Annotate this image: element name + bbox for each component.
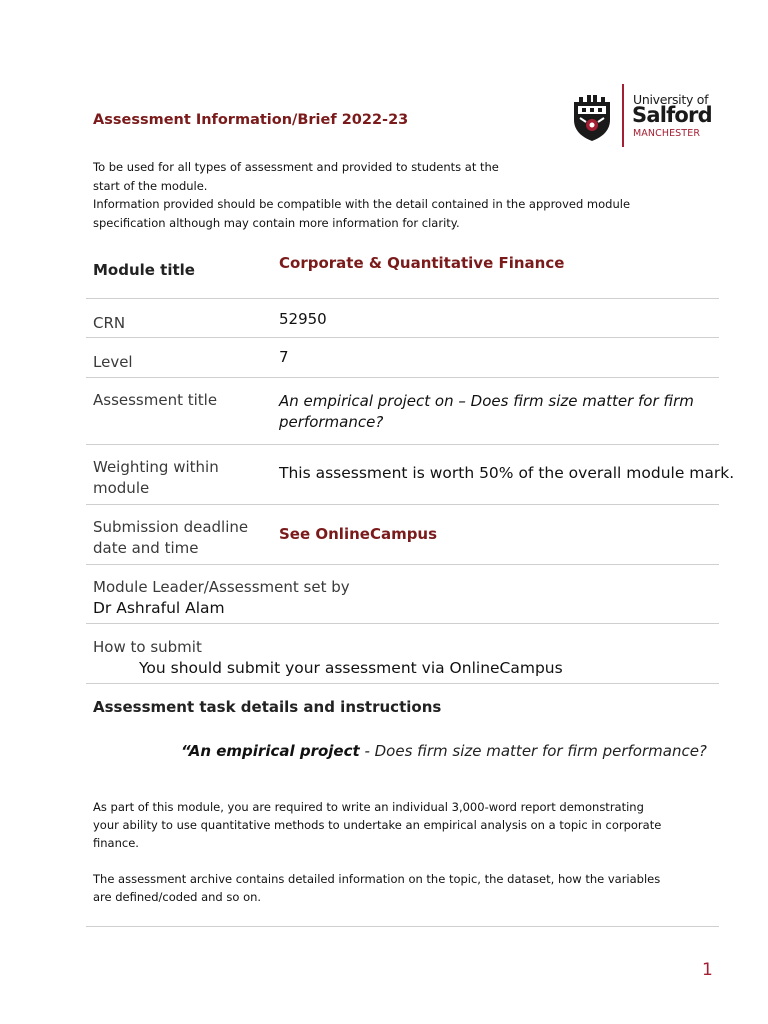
logo-university-of: University of — [633, 92, 709, 107]
module-title-value: Corporate & Quantitative Finance — [279, 254, 565, 272]
module-leader-label: Module Leader/Assessment set by — [93, 578, 350, 596]
logo-salford: Salford — [632, 103, 712, 127]
paragraph-line: finance. — [93, 836, 139, 850]
level-label: Level — [93, 353, 133, 371]
deadline-label — [93, 517, 248, 559]
paragraph-line: The assessment archive contains detailed information on the topic, the dataset, how the variables — [93, 872, 661, 886]
weighting-value: This assessment is worth 50% of the overall module mark. — [279, 464, 735, 482]
university-crest-icon — [570, 94, 614, 142]
weighting-label — [93, 457, 219, 499]
crn-value: 52950 — [279, 310, 327, 328]
deadline-label-line: Submission deadline — [93, 518, 249, 536]
how-to-submit-label: How to submit — [93, 638, 202, 656]
level-value: 7 — [279, 348, 289, 366]
assessment-title-line: performance? — [279, 413, 384, 431]
task-paragraph — [93, 870, 717, 906]
row-divider — [86, 683, 719, 684]
university-logo — [570, 84, 720, 150]
assessment-title-label: Assessment title — [93, 391, 218, 409]
module-leader-value: Dr Ashraful Alam — [93, 599, 225, 617]
intro-line: start of the module. — [93, 178, 208, 193]
paragraph-line: your ability to use quantitative methods to undertake an empirical analysis on a topic in corporate — [93, 818, 662, 832]
intro-text — [93, 158, 723, 232]
assessment-title-line: An empirical project on – Does firm size matter for firm — [279, 392, 694, 410]
row-divider — [86, 298, 719, 299]
how-to-submit-value: You should submit your assessment via OnlineCampus — [139, 659, 563, 677]
deadline-value: See OnlineCampus — [279, 525, 438, 543]
row-divider — [86, 564, 719, 565]
paragraph-line: As part of this module, you are required to write an individual 3,000-word report demonstrating — [93, 800, 644, 814]
deadline-label-line: date and time — [93, 539, 199, 557]
page-number: 1 — [702, 960, 713, 980]
intro-line: Information provided should be compatible with the detail contained in the approved module — [93, 197, 631, 211]
row-divider — [86, 504, 719, 505]
intro-line: specification although may contain more information for clarity. — [93, 215, 460, 230]
row-divider — [86, 623, 719, 624]
row-divider — [86, 337, 719, 338]
assessment-title-value — [279, 391, 694, 433]
weighting-label-line: Weighting within — [93, 458, 219, 476]
task-heading: Assessment task details and instructions — [93, 698, 442, 716]
task-quote — [181, 742, 707, 760]
quote-open: “ — [181, 742, 189, 760]
row-divider — [86, 377, 719, 378]
row-divider — [86, 926, 719, 927]
quote-rest: - Does firm size matter for firm performance? — [359, 742, 707, 760]
logo-manchester: MANCHESTER — [633, 128, 701, 139]
crn-label: CRN — [93, 314, 126, 332]
logo-divider — [622, 84, 624, 147]
paragraph-line: are defined/coded and so on. — [93, 890, 262, 904]
document-title: Assessment Information/Brief 2022-23 — [93, 112, 409, 128]
task-paragraph — [93, 798, 717, 852]
quote-bold: An empirical project — [188, 742, 360, 760]
intro-line: To be used for all types of assessment and provided to students at the — [93, 160, 499, 174]
module-title-label: Module title — [93, 261, 195, 279]
weighting-label-line: module — [93, 479, 150, 497]
row-divider — [86, 444, 719, 445]
